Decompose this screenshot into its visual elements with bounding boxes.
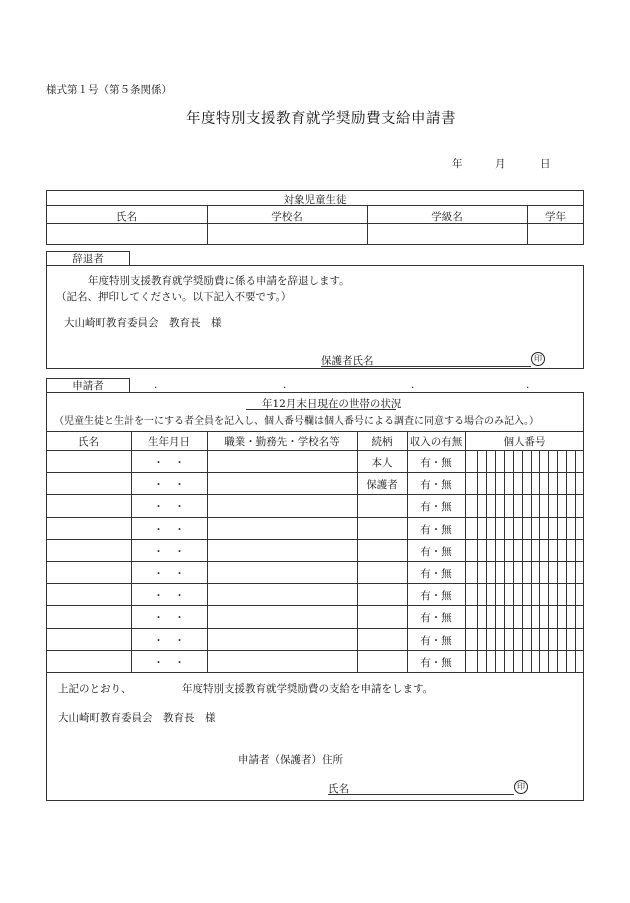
table-row: [46, 494, 584, 516]
dot-mark: .: [526, 379, 530, 391]
withdrawal-addressee: 大山崎町教育委員会 教育長 様: [64, 317, 222, 329]
table-row: [46, 472, 584, 494]
student-col-class: 学級名: [431, 211, 463, 223]
household-title: 年12月末日現在の世帯の状況: [262, 398, 402, 410]
applicant-tab: 申請者: [46, 378, 130, 393]
household-col-personal-number: 個人番号: [503, 436, 546, 448]
table-row: [46, 517, 584, 539]
withdrawal-note: （記名、押印してください。以下記入不要です。）: [56, 291, 292, 303]
birthdate-cell[interactable]: ・ ・: [153, 612, 185, 625]
dot-mark: .: [283, 379, 287, 391]
guardian-name-field[interactable]: [378, 351, 528, 365]
birthdate-cell[interactable]: ・ ・: [153, 457, 185, 469]
birthdate-cell[interactable]: ・ ・: [153, 656, 185, 669]
household-col-income: 収入の有無: [409, 436, 463, 448]
income-cell[interactable]: 有・無: [420, 479, 452, 492]
applicant-address-field[interactable]: [350, 749, 570, 765]
applicant-addressee: 大山崎町教育委員会 教育長 様: [58, 712, 216, 724]
income-cell[interactable]: 有・無: [420, 656, 452, 669]
birthdate-cell[interactable]: ・ ・: [153, 568, 185, 580]
table-row: [46, 561, 584, 583]
student-class-field[interactable]: [368, 224, 526, 244]
dot-mark: .: [411, 379, 415, 391]
income-cell[interactable]: 有・無: [420, 457, 452, 469]
seal-mark: 印: [514, 780, 528, 794]
relation-cell[interactable]: 保護者: [366, 479, 398, 492]
date-year-label: 年: [452, 158, 463, 170]
student-col-school: 学校名: [271, 211, 303, 223]
form-number: 様式第１号（第５条関係）: [46, 84, 172, 96]
birthdate-cell[interactable]: ・ ・: [153, 634, 185, 647]
birthdate-cell[interactable]: ・ ・: [153, 501, 185, 514]
income-cell[interactable]: 有・無: [420, 568, 452, 580]
student-table-caption: 対象児童生徒: [283, 194, 347, 206]
income-cell[interactable]: 有・無: [420, 612, 452, 625]
dot-mark: .: [154, 379, 158, 391]
income-cell[interactable]: 有・無: [420, 523, 452, 536]
birthdate-cell[interactable]: ・ ・: [153, 590, 185, 603]
table-row: [46, 605, 584, 627]
student-name-field[interactable]: [47, 224, 206, 244]
student-col-grade: 学年: [545, 211, 566, 223]
relation-cell[interactable]: 本人: [371, 457, 393, 469]
page-title: 年度特別支援教育就学奨励費支給申請書: [186, 111, 456, 127]
income-cell[interactable]: 有・無: [420, 590, 452, 603]
student-school-field[interactable]: [208, 224, 366, 244]
seal-mark: 印: [531, 352, 545, 366]
birthdate-cell[interactable]: ・ ・: [153, 545, 185, 558]
household-col-birth: 生年月日: [148, 436, 190, 448]
statement-text: 年度特別支援教育就学奨励費の支給を申請をします。: [182, 683, 434, 695]
student-grade-field[interactable]: [528, 224, 583, 244]
household-col-occupation: 職業・勤務先・学校名等: [224, 436, 340, 448]
withdrawal-tab: 辞退者: [46, 251, 130, 266]
withdrawal-statement: 年度特別支援教育就学奨励費に係る申請を辞退します。: [88, 275, 350, 287]
table-row: [46, 650, 584, 672]
household-col-relation: 続柄: [371, 436, 393, 448]
applicant-address-label: 申請者（保護者）住所: [238, 754, 343, 766]
income-cell[interactable]: 有・無: [420, 634, 452, 647]
table-row: [46, 628, 584, 650]
date-day-label: 日: [540, 158, 551, 170]
guardian-name-label: 保護者氏名: [321, 355, 374, 367]
household-col-name: 氏名: [78, 436, 99, 448]
birthdate-cell[interactable]: ・ ・: [153, 523, 185, 536]
applicant-name-label: 氏名: [328, 783, 349, 795]
birthdate-cell[interactable]: ・ ・: [153, 479, 185, 492]
income-cell[interactable]: 有・無: [420, 501, 452, 514]
income-cell[interactable]: 有・無: [420, 545, 452, 558]
statement-prefix: 上記のとおり、: [58, 683, 132, 695]
table-row: [46, 450, 584, 472]
applicant-name-field[interactable]: [354, 779, 512, 793]
household-note: （児童生徒と生計を一にする者全員を記入し、個人番号欄は個人番号による調査に同意する場合のみ記入。）: [54, 416, 539, 427]
date-month-label: 月: [495, 158, 506, 170]
table-row: [46, 583, 584, 605]
student-col-name: 氏名: [116, 211, 137, 223]
table-row: [46, 539, 584, 561]
